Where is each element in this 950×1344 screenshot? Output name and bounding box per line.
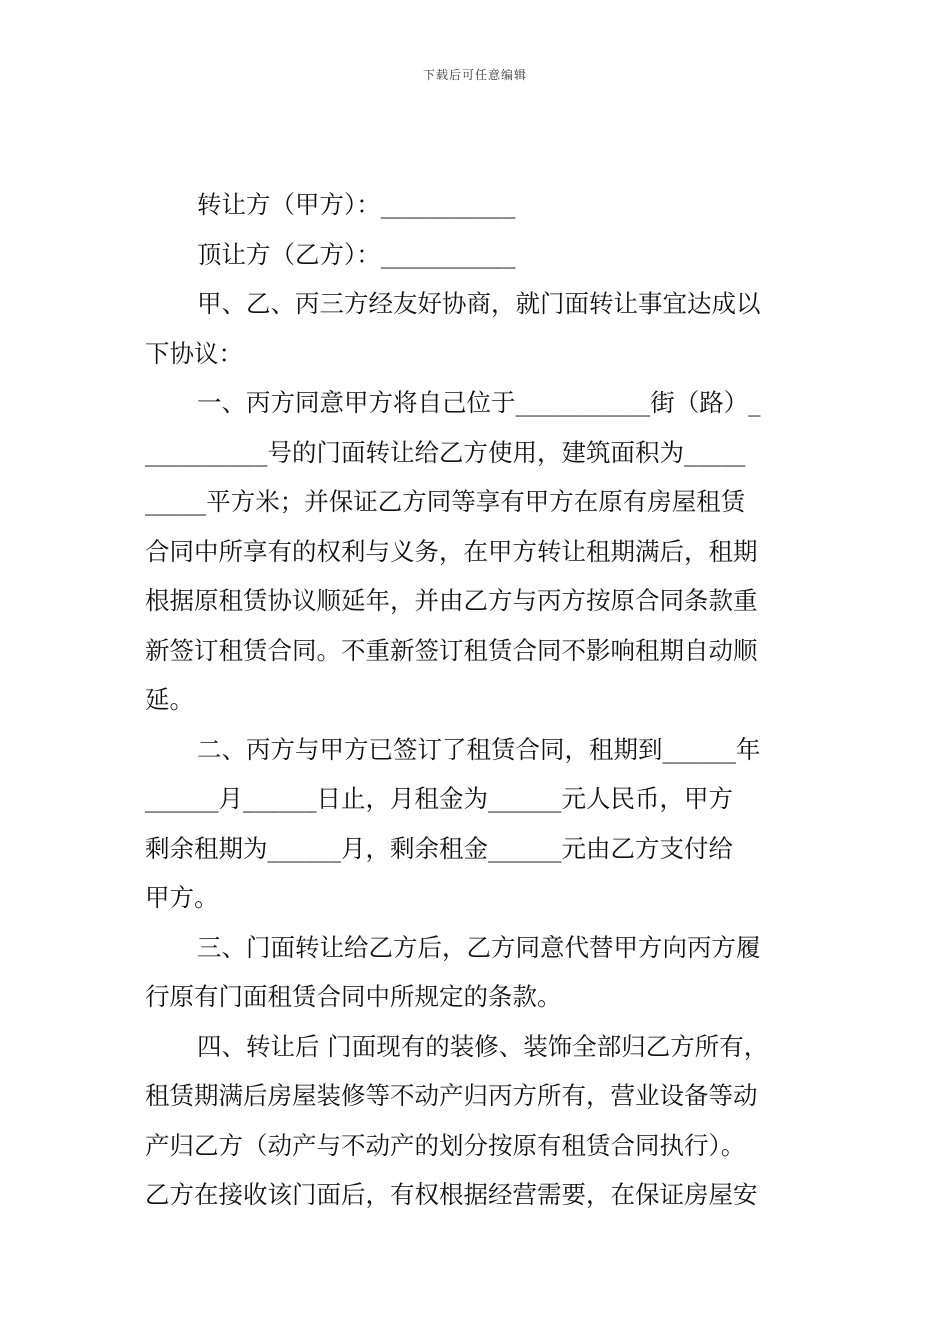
intro-paragraph-line: 下协议： <box>145 338 243 368</box>
clause-1-line: 合同中所享有的权利与义务，在甲方转让租期满后，租期 <box>145 536 758 566</box>
clause-2-line: ______月______日止，月租金为______元人民币，甲方 <box>145 784 733 813</box>
clause-4-line: 乙方在接收该门面后，有权根据经营需要，在保证房屋安 <box>145 1180 758 1209</box>
contract-body <box>145 180 815 1220</box>
clause-4-line: 产归乙方（动产与不动产的划分按原有租赁合同执行）。 <box>145 1130 746 1160</box>
clause-1-line: 新签订租赁合同。不重新签订租赁合同不影响租期自动顺 <box>145 635 758 665</box>
clause-2-line: 甲方。 <box>145 883 219 912</box>
clause-1-line: 延。 <box>145 685 194 714</box>
clause-4-line: 租赁期满后房屋装修等不动产归丙方所有，营业设备等动 <box>145 1081 758 1110</box>
party-b-line: 顶让方（乙方）：___________ <box>197 239 516 269</box>
clause-2-line: 剩余租期为______月，剩余租金______元由乙方支付给 <box>145 833 733 863</box>
intro-paragraph-line: 甲、乙、丙三方经友好协商，就门面转让事宜达成以 <box>197 289 761 318</box>
clause-1-line: __________号的门面转让给乙方使用，建筑面积为_____ <box>145 437 746 467</box>
clause-1-line: 一、丙方同意甲方将自己位于___________街（路）_ <box>197 388 761 417</box>
page-header-note: 下载后可任意编辑 <box>422 68 527 82</box>
party-a-line: 转让方（甲方）：___________ <box>197 190 516 219</box>
clause-1-line: 根据原租赁协议顺延年，并由乙方与丙方按原合同条款重 <box>145 586 758 615</box>
clause-2-line: 二、丙方与甲方已签订了租赁合同，租期到______年 <box>197 734 761 764</box>
clause-3-line: 行原有门面租赁合同中所规定的条款。 <box>145 982 562 1011</box>
clause-1-line: _____平方米；并保证乙方同等享有甲方在原有房屋租赁 <box>145 487 746 516</box>
clause-4-line: 四、转让后 门面现有的装修、装饰全部归乙方所有， <box>197 1031 769 1061</box>
clause-3-line: 三、门面转让给乙方后，乙方同意代替甲方向丙方履 <box>197 932 761 962</box>
